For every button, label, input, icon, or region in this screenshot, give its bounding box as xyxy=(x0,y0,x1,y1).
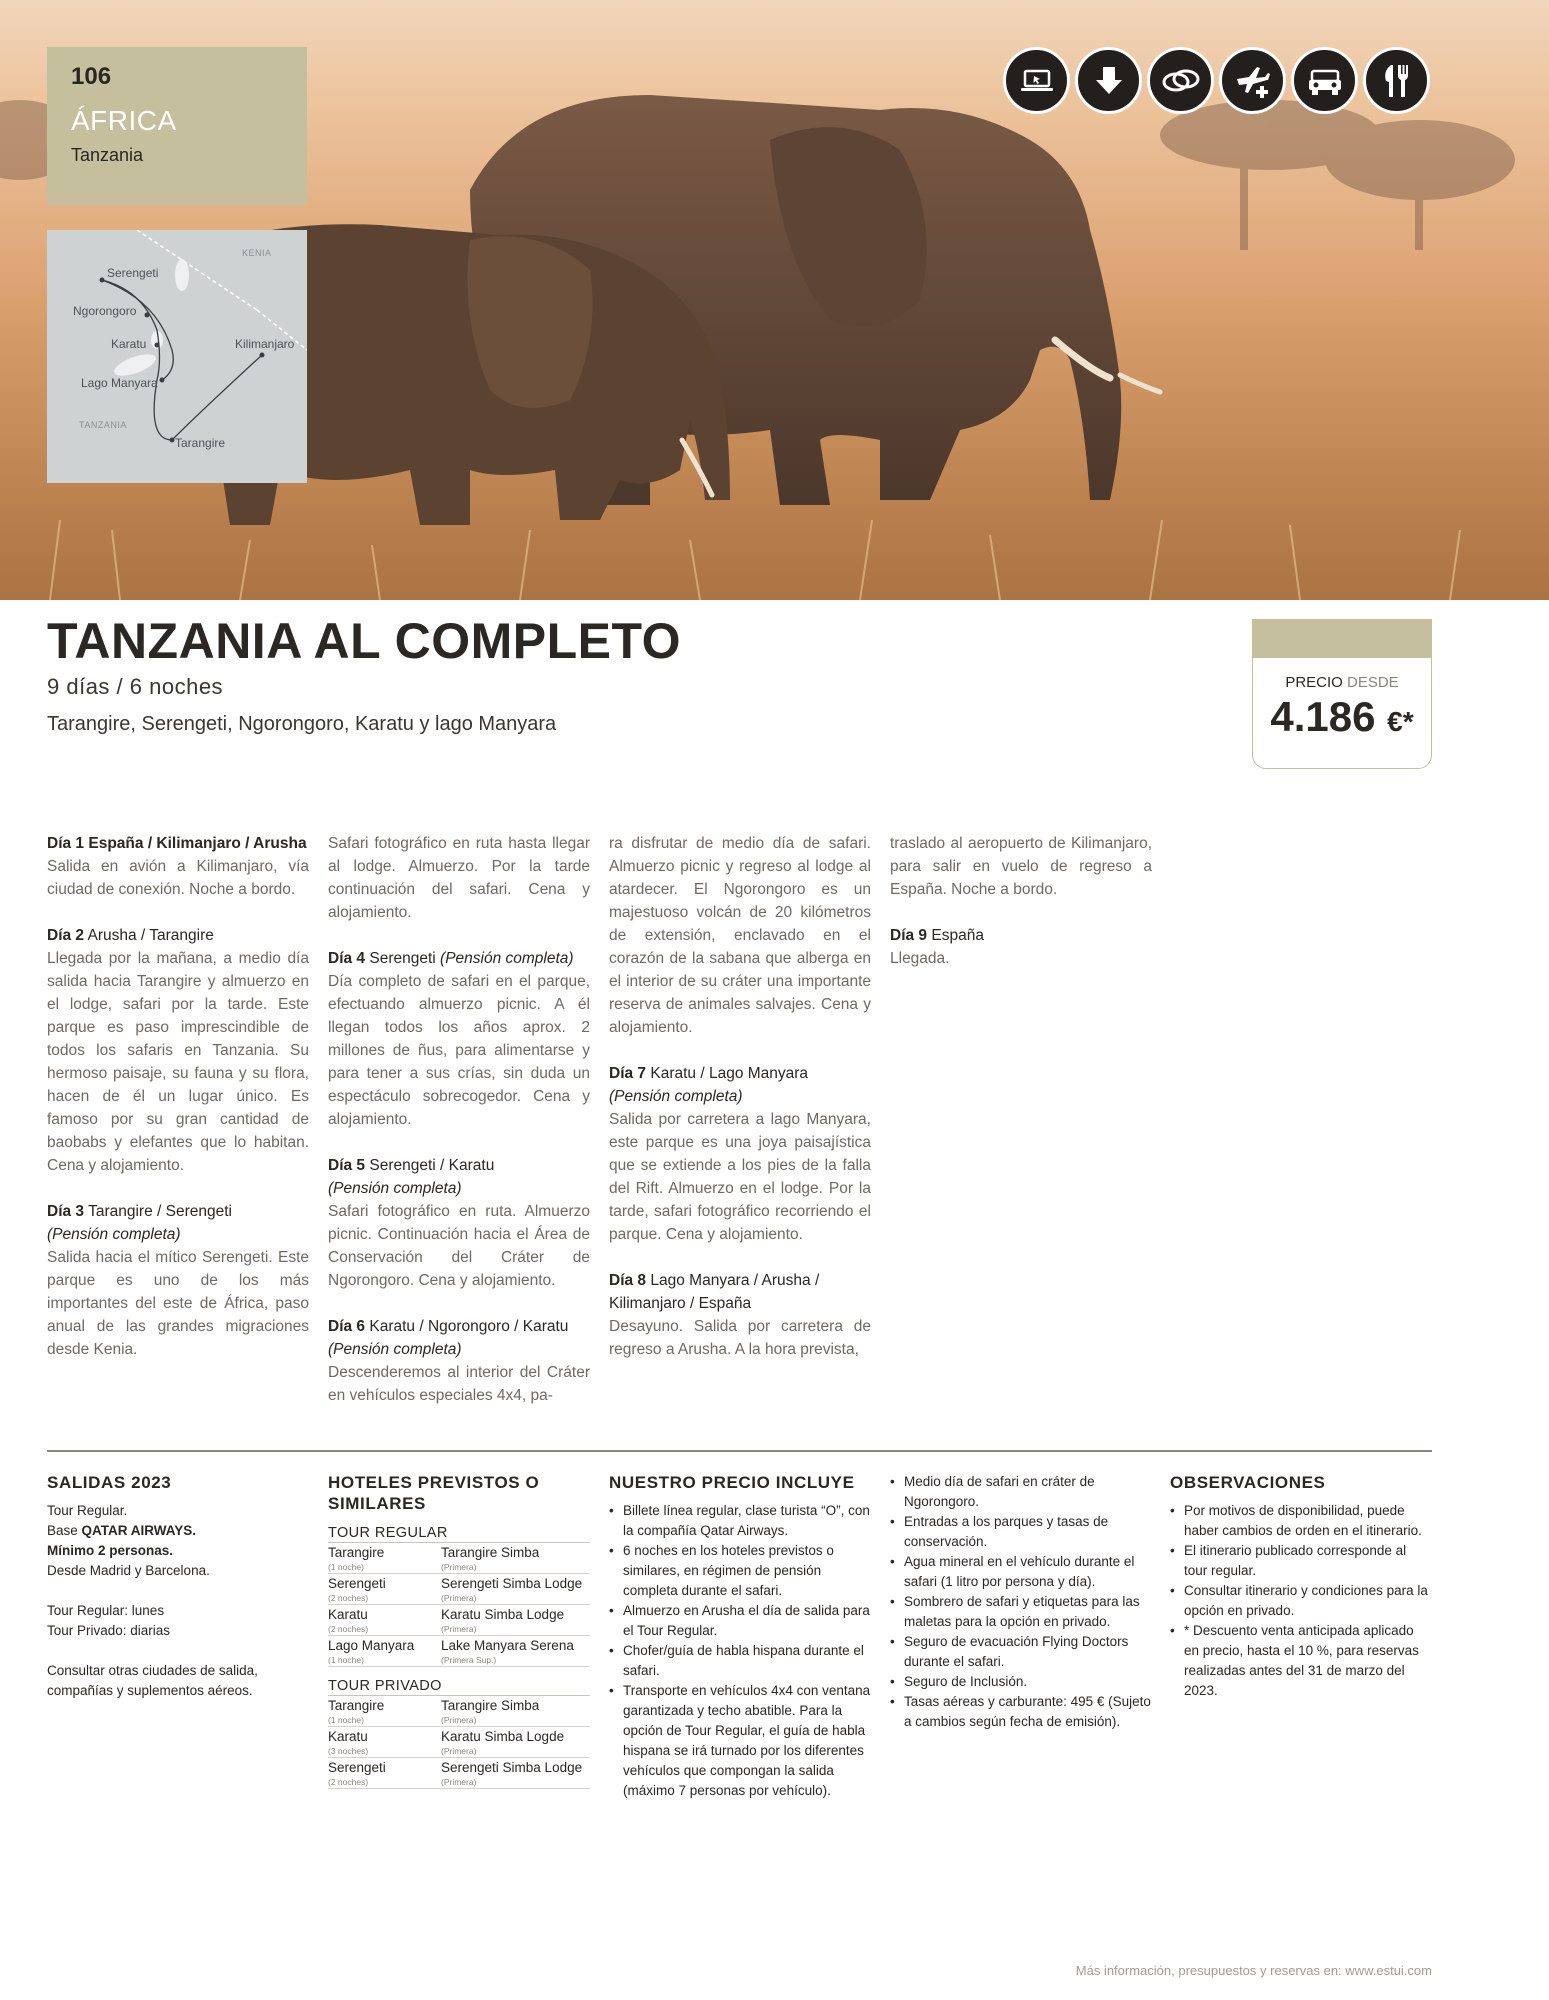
map-label-kenia: KENIA xyxy=(242,248,272,258)
hotel-nights: (2 noches) xyxy=(328,1777,369,1787)
hotel-category: (Primera) xyxy=(441,1624,477,1634)
hotel-row xyxy=(328,1605,590,1636)
hotel-place: Karatu xyxy=(328,1729,368,1744)
price-header-band xyxy=(1253,620,1431,658)
list-item: • * Descuento venta anticipada aplicado en precio, hasta el 10 %, para reservas realizadas antes del 31 de marzo del 2023. xyxy=(1170,1621,1432,1701)
hotel-list-regular xyxy=(328,1543,590,1667)
hoteles-heading: HOTELES PREVISTOS O SIMILARES xyxy=(328,1473,540,1513)
day-number: Día 8 xyxy=(609,1272,647,1289)
hotel-row xyxy=(328,1696,590,1727)
day-number: Día 3 xyxy=(47,1203,85,1220)
price-label-text: PRECIO xyxy=(1285,674,1343,691)
hotel-row xyxy=(328,1574,590,1605)
hotel-place: Serengeti xyxy=(328,1576,386,1591)
day-title: España xyxy=(931,927,984,944)
day-title: Serengeti xyxy=(369,950,436,967)
itinerary-day-3 xyxy=(47,1200,309,1361)
list-item: • Entradas a los parques y tasas de conservación. xyxy=(890,1512,1152,1552)
day-text: ra disfrutar de medio día de safari. Almuerzo picnic y regreso al lodge al atardecer. El Ngorongoro es un majestuoso volcán de 20 kilómetros de extensión, enclavado en el corazón de la sabana que alberga en el interior de su cráter una importante reserva de animales salvajes. Cena y alojamiento. xyxy=(609,835,871,1036)
list-item: • Billete línea regular, clase turista “O”, con la compañía Qatar Airways. xyxy=(609,1501,871,1541)
tour-title: TANZANIA AL COMPLETO xyxy=(47,613,682,669)
salidas-line: Tour Regular: lunes xyxy=(47,1603,165,1618)
incluye-list xyxy=(609,1501,871,1801)
price-label-desde: DESDE xyxy=(1347,674,1399,691)
salidas-line: Tour Regular. xyxy=(47,1503,128,1518)
list-item: • Sombrero de safari y etiquetas para las maletas para la opción en privado. xyxy=(890,1592,1152,1632)
plane-medical-icon xyxy=(1219,47,1286,114)
salidas-base-label: Base xyxy=(47,1523,78,1538)
itinerary-column-3 xyxy=(609,832,871,1384)
tour-regular-label: TOUR REGULAR xyxy=(328,1524,590,1543)
list-item: • Tasas aéreas y carburante: 495 € (Sujeto a cambios según fecha de emisión). xyxy=(890,1692,1152,1732)
route-map xyxy=(47,230,307,483)
list-item: • Agua mineral en el vehículo durante el safari (1 litro por persona y día). xyxy=(890,1552,1152,1592)
map-label-serengeti: Serengeti xyxy=(107,266,159,280)
hotel-category: (Primera) xyxy=(441,1593,477,1603)
day-title: Arusha / Tarangire xyxy=(87,927,214,944)
day-meal: (Pensión completa) xyxy=(609,1088,743,1105)
itinerary-day-2 xyxy=(47,924,309,1177)
page-number: 106 xyxy=(71,63,112,90)
tour-route: Tarangire, Serengeti, Ngorongoro, Karatu y lago Manyara xyxy=(47,713,557,735)
day-number: Día 1 xyxy=(47,835,85,852)
map-label-tarangire: Tarangire xyxy=(175,436,226,450)
hotel-place: Karatu xyxy=(328,1607,368,1622)
list-item: • Por motivos de disponibilidad, puede haber cambios de orden en el itinerario. xyxy=(1170,1501,1432,1541)
list-item: • Seguro de Inclusión. xyxy=(890,1672,1152,1692)
day-meal: (Pensión completa) xyxy=(440,950,574,967)
itinerary-column-4 xyxy=(890,832,1152,993)
day-text: Día completo de safari en el parque, efectuando almuerzo picnic. A él llegan todos los años aprox. 2 millones de ñus, para alimentarse y para tener a sus crías, sin duda un espectáculo sobrecogedor. Cena y alojamiento. xyxy=(328,973,590,1128)
hotel-nights: (2 noches) xyxy=(328,1593,369,1603)
day-number: Día 4 xyxy=(328,950,366,967)
itinerary-column-2 xyxy=(328,832,590,1430)
day-title: Karatu / Ngorongoro / Karatu xyxy=(369,1318,569,1335)
jeep-icon xyxy=(1291,47,1358,114)
hotel-name: Karatu Simba Lodge xyxy=(441,1607,565,1622)
incluye-heading: NUESTRO PRECIO INCLUYE xyxy=(609,1473,855,1492)
hotel-name: Lake Manyara Serena xyxy=(441,1638,574,1653)
section-divider xyxy=(47,1450,1432,1452)
salidas-line: Consultar otras ciudades de salida, compañías y suplementos aéreos. xyxy=(47,1663,258,1698)
rings-icon xyxy=(1147,47,1214,114)
hotel-place: Tarangire xyxy=(328,1545,385,1560)
salidas-line: Desde Madrid y Barcelona. xyxy=(47,1563,210,1578)
itinerary-day-8-continued xyxy=(890,832,1152,901)
itinerary-day-4 xyxy=(328,947,590,1131)
incluye-section xyxy=(609,1472,871,1801)
incluye-list-2 xyxy=(890,1472,1152,1732)
price-value xyxy=(1253,693,1431,741)
map-label-manyara: Lago Manyara xyxy=(81,376,158,390)
observaciones-list xyxy=(1170,1501,1432,1701)
hotel-nights: (1 noche) xyxy=(328,1562,364,1572)
hotel-category: (Primera) xyxy=(441,1715,477,1725)
day-text: Salida en avión a Kilimanjaro, vía ciudad de conexión. Noche a bordo. xyxy=(47,858,309,898)
tour-duration: 9 días / 6 noches xyxy=(47,674,224,699)
hotel-nights: (1 noche) xyxy=(328,1655,364,1665)
hotel-category: (Primera Sup.) xyxy=(441,1655,497,1665)
map-label-ngorongoro: Ngorongoro xyxy=(73,304,137,318)
day-text: Descenderemos al interior del Cráter en vehículos especiales 4x4, pa- xyxy=(328,1364,590,1404)
map-label-kilimanjaro: Kilimanjaro xyxy=(235,337,295,351)
day-title: España / Kilimanjaro / Arusha xyxy=(88,835,307,852)
list-item: • Transporte en vehículos 4x4 con ventana garantizada y techo abatible. Para la opción de Tour Regular, el guía de habla hispana se irá turnado por los diferentes vehículos que compongan la salida (máximo 7 personas por vehículo). xyxy=(609,1681,871,1801)
itinerary-day-8 xyxy=(609,1269,871,1361)
hotel-row xyxy=(328,1543,590,1574)
hotel-category: (Primera) xyxy=(441,1746,477,1756)
hotel-name: Tarangire Simba xyxy=(441,1545,540,1560)
day-title: Tarangire / Serengeti xyxy=(88,1203,232,1220)
hotel-row xyxy=(328,1727,590,1758)
day-text: Desayuno. Salida por carretera de regreso a Arusha. A la hora prevista, xyxy=(609,1318,871,1358)
map-label-karatu: Karatu xyxy=(111,337,147,351)
itinerary-day-1 xyxy=(47,832,309,901)
footer-text: Más información, presupuestos y reservas en: xyxy=(1075,1963,1342,1978)
day-text: traslado al aeropuerto de Kilimanjaro, para salir en vuelo de regreso a España. Noche a bordo. xyxy=(890,835,1152,898)
list-item: • Seguro de evacuación Flying Doctors durante el safari. xyxy=(890,1632,1152,1672)
day-text: Safari fotográfico en ruta. Almuerzo picnic. Continuación hacia el Área de Conservación del Cráter de Ngorongoro. Cena y alojamiento. xyxy=(328,1203,590,1289)
price-box xyxy=(1252,619,1432,769)
day-number: Día 2 xyxy=(47,927,85,944)
list-item: • El itinerario publicado corresponde al tour regular. xyxy=(1170,1541,1432,1581)
salidas-line xyxy=(47,1521,309,1541)
salidas-line: Tour Privado: diarias xyxy=(47,1623,171,1638)
price-currency: €* xyxy=(1387,706,1414,737)
hotel-nights: (3 noches) xyxy=(328,1746,369,1756)
itinerary-day-6-continued xyxy=(609,832,871,1039)
hotel-list-privado xyxy=(328,1696,590,1789)
salidas-minimum: Mínimo 2 personas. xyxy=(47,1543,174,1558)
country-label: Tanzania xyxy=(71,145,144,165)
itinerary-day-6 xyxy=(328,1315,590,1407)
list-item: • Almuerzo en Arusha el día de salida para el Tour Regular. xyxy=(609,1601,871,1641)
region-label: ÁFRICA xyxy=(71,105,177,136)
laptop-icon xyxy=(1003,47,1070,114)
hotel-name: Serengeti Simba Lodge xyxy=(441,1576,583,1591)
itinerary-day-7 xyxy=(609,1062,871,1246)
destination-badge xyxy=(47,47,307,205)
footer-info xyxy=(1076,1963,1432,1978)
day-number: Día 6 xyxy=(328,1318,366,1335)
day-meal: (Pensión completa) xyxy=(328,1180,462,1197)
hotel-name: Karatu Simba Logde xyxy=(441,1729,565,1744)
observaciones-section xyxy=(1170,1472,1432,1701)
hero-photo xyxy=(0,0,1549,600)
map-label-tanzania: TANZANIA xyxy=(79,420,127,430)
hotel-category: (Primera) xyxy=(441,1562,477,1572)
day-title: Serengeti / Karatu xyxy=(369,1157,495,1174)
itinerary-day-5 xyxy=(328,1154,590,1292)
hoteles-section xyxy=(328,1472,590,1789)
day-text: Llegada. xyxy=(890,950,950,967)
day-title: Karatu / Lago Manyara xyxy=(650,1065,809,1082)
itinerary-column-1 xyxy=(47,832,309,1384)
hotel-nights: (1 noche) xyxy=(328,1715,364,1725)
day-text: Llegada por la mañana, a medio día salida hacia Tarangire y almuerzo en el lodge, safari por la tarde. Este parque es paso imprescindible de todos los safaris en Tanzania. Su hermoso paisaje, su fauna y su flora, hacen de él un lugar único. Es famoso por su gran cantidad de baobabs y elefantes que lo habitan. Cena y alojamiento. xyxy=(47,950,309,1174)
hotel-name: Tarangire Simba xyxy=(441,1698,540,1713)
hotel-place: Lago Manyara xyxy=(328,1638,415,1653)
day-number: Día 7 xyxy=(609,1065,647,1082)
day-number: Día 5 xyxy=(328,1157,366,1174)
itinerary-day-3-continued xyxy=(328,832,590,924)
list-item: • 6 noches en los hoteles previstos o similares, en régimen de pensión completa durante el safari. xyxy=(609,1541,871,1601)
cutlery-icon xyxy=(1363,47,1430,114)
footer-website-link[interactable]: www.estui.com xyxy=(1345,1963,1432,1978)
list-item: • Medio día de safari en cráter de Ngorongoro. xyxy=(890,1472,1152,1512)
itinerary-day-9 xyxy=(890,924,1152,970)
hotel-nights: (2 noches) xyxy=(328,1624,369,1634)
list-item: • Chofer/guía de habla hispana durante el safari. xyxy=(609,1641,871,1681)
day-meal: (Pensión completa) xyxy=(47,1226,181,1243)
hotel-place: Tarangire xyxy=(328,1698,385,1713)
salidas-airline: QATAR AIRWAYS. xyxy=(81,1523,197,1538)
download-icon xyxy=(1075,47,1142,114)
hotel-name: Serengeti Simba Lodge xyxy=(441,1760,583,1775)
observaciones-heading: OBSERVACIONES xyxy=(1170,1473,1326,1492)
hotel-row xyxy=(328,1758,590,1789)
tour-privado-label: TOUR PRIVADO xyxy=(328,1677,590,1696)
hotel-category: (Primera) xyxy=(441,1777,477,1787)
salidas-section xyxy=(47,1472,309,1701)
day-text: Safari fotográfico en ruta hasta llegar al lodge. Almuerzo. Por la tarde continuación del safari. Cena y alojamiento. xyxy=(328,835,590,921)
price-amount: 4.186 xyxy=(1270,693,1376,740)
day-text: Salida por carretera a lago Manyara, este parque es una joya paisajística que se extiende a los pies de la falla del Rift. Almuerzo en el lodge. Por la tarde, safari fotográfico recorriendo el parque. Cena y alojamiento. xyxy=(609,1111,871,1243)
day-meal: (Pensión completa) xyxy=(328,1341,462,1358)
hotel-row xyxy=(328,1636,590,1667)
hotel-place: Serengeti xyxy=(328,1760,386,1775)
salidas-heading: SALIDAS 2023 xyxy=(47,1473,172,1492)
incluye-section-continued xyxy=(890,1472,1152,1732)
service-icons xyxy=(1003,47,1430,114)
day-number: Día 9 xyxy=(890,927,928,944)
day-title: Lago Manyara / Arusha / Kilimanjaro / España xyxy=(609,1272,820,1312)
list-item: • Consultar itinerario y condiciones para la opción en privado. xyxy=(1170,1581,1432,1621)
day-text: Salida hacia el mítico Serengeti. Este parque es uno de los más importantes del este de África, paso anual de las grandes migraciones desde Kenia. xyxy=(47,1249,309,1358)
price-label xyxy=(1253,674,1431,691)
